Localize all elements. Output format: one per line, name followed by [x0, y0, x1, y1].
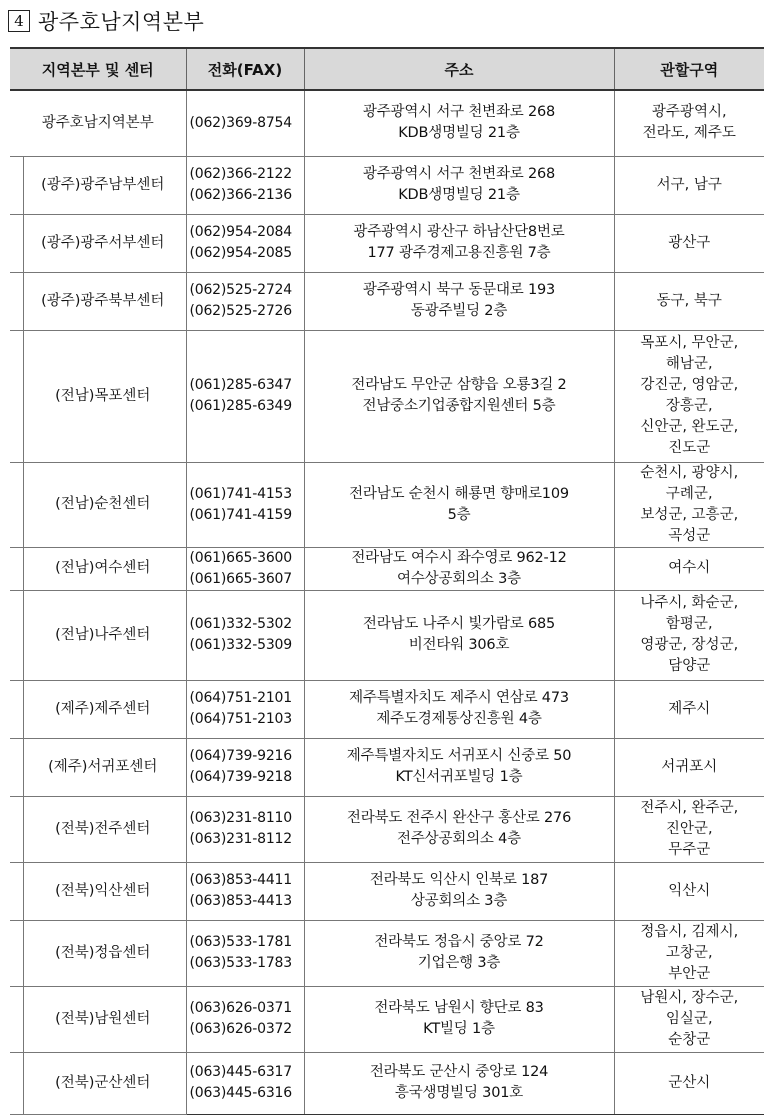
address-line: 광주광역시 서구 천변좌로 268 [362, 104, 556, 121]
address [304, 1052, 614, 1114]
address-line: 전라북도 전주시 완산구 홍산로 276 [346, 810, 572, 826]
jurisdiction-line: 신안군, 완도군, [640, 419, 739, 435]
jurisdiction [614, 680, 764, 738]
address-line: 기업은행 3층 [417, 955, 501, 971]
address-line: 전라북도 군산시 중앙로 124 [369, 1064, 549, 1080]
phone-number-line: (061)665-3607 [189, 570, 292, 587]
phone-number [186, 680, 304, 738]
jurisdiction [614, 738, 764, 796]
address-line: KDB생명빌딩 21층 [398, 187, 520, 203]
phone-number-line: (064)751-2101 [189, 690, 292, 706]
phone-number-line: (061)285-6349 [189, 398, 292, 414]
address-line: 상공회의소 3층 [410, 893, 508, 909]
center-name [10, 1052, 186, 1114]
phone-number-line: (063)231-8110 [189, 810, 292, 826]
address-line: KT신서귀포빌딩 1층 [395, 769, 523, 785]
jurisdiction [614, 547, 764, 590]
address [304, 547, 614, 590]
phone-number-line: (063)533-1783 [189, 955, 292, 971]
jurisdiction-line: 진안군, [665, 820, 713, 837]
address [304, 156, 614, 214]
center-name [10, 462, 186, 547]
center-name-text: (전남)순천센터 [55, 496, 151, 512]
center-name-text: (전북)정읍센터 [55, 944, 151, 961]
center-name-text: (전북)전주센터 [55, 820, 151, 837]
address [304, 862, 614, 920]
phone-number-line: (061)665-3600 [189, 549, 292, 566]
phone-number-line: (063)445-6317 [189, 1064, 292, 1080]
jurisdiction-line: 구례군, [665, 485, 713, 502]
address [304, 590, 614, 680]
center-name [10, 272, 186, 330]
center-name-text: (전남)나주센터 [55, 626, 151, 643]
jurisdiction [614, 590, 764, 680]
phone-number-line: (063)626-0371 [189, 1000, 292, 1016]
address-line: 광주광역시 북구 동문대로 193 [362, 282, 556, 298]
address-line: 제주도경제통상진흥원 4층 [376, 711, 542, 727]
jurisdiction-line: 함평군, [665, 616, 713, 632]
phone-number-line: (064)739-9216 [189, 748, 292, 764]
center-name [10, 986, 186, 1052]
table-row [10, 214, 764, 272]
jurisdiction-line: 영광군, 장성군, [640, 637, 739, 653]
phone-number [186, 986, 304, 1052]
phone-number-line: (064)739-9218 [189, 769, 292, 785]
section-number: 4 [8, 10, 30, 32]
address-line: 전주상공회의소 4층 [397, 831, 521, 847]
phone-number-line: (062)954-2085 [189, 245, 292, 261]
center-name [10, 920, 186, 986]
phone-number-line: (062)369-8754 [189, 114, 292, 131]
table-row [10, 547, 764, 590]
phone-number-line: (061)741-4153 [189, 485, 292, 502]
center-name [10, 796, 186, 862]
phone-number [186, 547, 304, 590]
address-line: 광주광역시 광산구 하남산단8번로 [353, 224, 565, 240]
jurisdiction [614, 862, 764, 920]
header-center: 지역본부 및 센터 [10, 48, 186, 90]
phone-number-line: (062)525-2724 [189, 282, 292, 298]
jurisdiction-line: 곡성군 [668, 527, 711, 544]
jurisdiction-line: 고창군, [665, 944, 713, 961]
jurisdiction-line: 강진군, 영암군, [640, 377, 739, 393]
jurisdiction-line: 장흥군, [665, 398, 713, 414]
table-row [10, 920, 764, 986]
section-title: 광주호남지역본부 [38, 10, 205, 34]
center-name [10, 330, 186, 462]
address-line: KDB생명빌딩 21층 [398, 125, 520, 142]
jurisdiction-line: 진도군 [668, 440, 711, 456]
phone-number-line: (062)525-2726 [189, 303, 292, 319]
phone-number-line: (061)741-4159 [189, 506, 292, 523]
jurisdiction-line: 무주군 [668, 841, 711, 858]
address-line: 전남중소기업종합지원센터 5층 [362, 398, 556, 414]
address-line: 여수상공회의소 3층 [397, 570, 521, 587]
table-header-row [10, 48, 764, 90]
phone-number [186, 90, 304, 156]
phone-number-line: (062)366-2122 [189, 166, 292, 182]
jurisdiction-line: 서귀포시 [661, 758, 718, 775]
jurisdiction-line: 군산시 [668, 1074, 711, 1091]
center-name-text: (광주)광주남부센터 [41, 176, 165, 193]
center-name-text: (전북)남원센터 [55, 1010, 151, 1027]
address-line: 광주광역시 서구 천변좌로 268 [362, 166, 556, 182]
address [304, 214, 614, 272]
address [304, 796, 614, 862]
phone-number-line: (063)853-4413 [189, 893, 292, 909]
address-line: 전라북도 익산시 인북로 187 [369, 872, 549, 888]
address-line: 177 광주경제고용진흥원 7층 [367, 245, 551, 261]
address-line: 전라북도 정읍시 중앙로 72 [374, 934, 544, 950]
address-line: 전라북도 남원시 향단로 83 [374, 1000, 544, 1016]
phone-number-line: (064)751-2103 [189, 711, 292, 727]
address-line: 전라남도 여수시 좌수영로 962-12 [351, 549, 567, 566]
phone-number-line: (062)954-2084 [189, 224, 292, 240]
jurisdiction-line: 보성군, 고흥군, [640, 506, 739, 523]
center-name-text: (전북)익산센터 [55, 882, 151, 899]
phone-number [186, 214, 304, 272]
address-line: 동광주빌딩 2층 [410, 303, 508, 319]
section-heading [8, 8, 204, 34]
center-name-text: (광주)광주서부센터 [41, 234, 165, 251]
table-row [10, 156, 764, 214]
jurisdiction-line: 임실군, [665, 1010, 713, 1027]
jurisdiction [614, 330, 764, 462]
jurisdiction [614, 1052, 764, 1114]
phone-number [186, 796, 304, 862]
phone-number-line: (063)231-8112 [189, 831, 292, 847]
address-line: 전라남도 순천시 해룡면 향매로109 [349, 485, 569, 502]
jurisdiction-line: 담양군 [668, 658, 711, 674]
jurisdiction [614, 986, 764, 1052]
table-row [10, 738, 764, 796]
center-name-text: 광주호남지역본부 [41, 114, 154, 131]
center-name [10, 680, 186, 738]
table-row-headquarters [10, 90, 764, 156]
phone-number [186, 156, 304, 214]
phone-number-line: (063)533-1781 [189, 934, 292, 950]
phone-number-line: (061)332-5302 [189, 616, 292, 632]
jurisdiction-line: 순창군 [668, 1031, 711, 1048]
jurisdiction-line: 순천시, 광양시, [640, 464, 739, 481]
jurisdiction-line: 광주광역시, [651, 104, 727, 121]
phone-number-line: (062)366-2136 [189, 187, 292, 203]
jurisdiction-line: 광산구 [668, 234, 711, 251]
header-phone: 전화(FAX) [186, 48, 304, 90]
jurisdiction-line: 익산시 [668, 882, 711, 899]
phone-number [186, 738, 304, 796]
jurisdiction-line: 서구, 남구 [656, 176, 722, 193]
address-line: 비전타워 306호 [408, 637, 510, 653]
jurisdiction [614, 796, 764, 862]
phone-number [186, 462, 304, 547]
address [304, 738, 614, 796]
phone-number [186, 862, 304, 920]
office-directory-table [10, 47, 764, 1115]
jurisdiction-line: 동구, 북구 [656, 292, 722, 309]
phone-number-line: (061)285-6347 [189, 377, 292, 393]
center-name [10, 214, 186, 272]
center-name-text: (제주)서귀포센터 [48, 758, 158, 775]
address-line: 전라남도 무안군 삼향읍 오룡3길 2 [351, 377, 567, 393]
header-jurisdiction: 관할구역 [614, 48, 764, 90]
center-name [10, 738, 186, 796]
jurisdiction [614, 462, 764, 547]
address [304, 330, 614, 462]
phone-number-line: (063)445-6316 [189, 1085, 292, 1101]
header-address: 주소 [304, 48, 614, 90]
phone-number-line: (063)626-0372 [189, 1021, 292, 1037]
table-row [10, 462, 764, 547]
jurisdiction [614, 214, 764, 272]
address-line: 흥국생명빌딩 301호 [394, 1085, 524, 1101]
address [304, 272, 614, 330]
table-row [10, 330, 764, 462]
address-line: 5층 [447, 506, 471, 523]
address-line: 전라남도 나주시 빛가람로 685 [362, 616, 556, 632]
center-name [10, 90, 186, 156]
phone-number [186, 330, 304, 462]
jurisdiction-line: 남원시, 장수군, [640, 989, 739, 1006]
table-row [10, 1052, 764, 1114]
phone-number [186, 272, 304, 330]
jurisdiction-line: 목포시, 무안군, [640, 335, 739, 351]
address [304, 920, 614, 986]
phone-number-line: (063)853-4411 [189, 872, 292, 888]
address-line: KT빌딩 1층 [423, 1021, 495, 1037]
center-name-text: (전북)군산센터 [55, 1074, 151, 1091]
jurisdiction [614, 920, 764, 986]
center-name [10, 547, 186, 590]
phone-number [186, 920, 304, 986]
jurisdiction-line: 정읍시, 김제시, [640, 923, 739, 940]
jurisdiction-line: 여수시 [668, 560, 711, 576]
jurisdiction-line: 전라도, 제주도 [642, 125, 736, 142]
table-row [10, 680, 764, 738]
table-row [10, 590, 764, 680]
jurisdiction [614, 156, 764, 214]
center-name-text: (전남)목포센터 [55, 387, 151, 404]
address [304, 90, 614, 156]
address [304, 680, 614, 738]
table-row [10, 796, 764, 862]
phone-number-line: (061)332-5309 [189, 637, 292, 653]
table-row [10, 272, 764, 330]
table-row [10, 986, 764, 1052]
jurisdiction [614, 90, 764, 156]
phone-number [186, 1052, 304, 1114]
jurisdiction-line: 해남군, [665, 356, 713, 372]
address-line: 제주특별자치도 서귀포시 신중로 50 [346, 748, 572, 764]
jurisdiction-line: 부안군 [668, 965, 711, 982]
jurisdiction-line: 나주시, 화순군, [640, 595, 739, 611]
center-name-text: (제주)제주센터 [55, 700, 151, 717]
center-name [10, 862, 186, 920]
jurisdiction-line: 제주시 [668, 700, 711, 717]
address [304, 986, 614, 1052]
center-name [10, 590, 186, 680]
center-name-text: (전남)여수센터 [55, 560, 151, 576]
jurisdiction [614, 272, 764, 330]
center-name-text: (광주)광주북부센터 [41, 292, 165, 309]
table-row [10, 862, 764, 920]
center-name [10, 156, 186, 214]
phone-number [186, 590, 304, 680]
jurisdiction-line: 전주시, 완주군, [640, 799, 739, 816]
address-line: 제주특별자치도 제주시 연삼로 473 [349, 690, 569, 706]
address [304, 462, 614, 547]
